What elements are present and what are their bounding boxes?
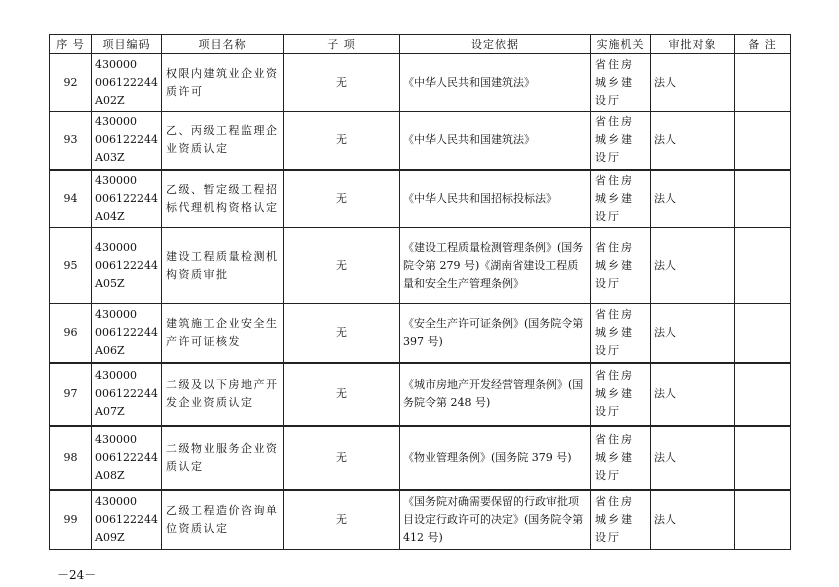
row-item-code: 430000 006122244 A05Z	[92, 228, 162, 304]
row-remarks	[735, 112, 791, 170]
table-row	[50, 228, 791, 304]
row-item-code: 430000 006122244 A07Z	[92, 363, 162, 426]
row-item-name: 乙、丙级工程监理企业资质认定	[162, 112, 284, 170]
row-remarks	[735, 363, 791, 426]
row-item-name: 乙级、暂定级工程招标代理机构资格认定	[162, 170, 284, 228]
row-sub-item: 无	[284, 490, 400, 550]
row-item-name: 二级及以下房地产开发企业资质认定	[162, 363, 284, 426]
header-sub-item: 子 项	[284, 35, 400, 54]
row-serial-number: 96	[50, 304, 92, 363]
row-remarks	[735, 426, 791, 490]
row-item-code: 430000 006122244 A03Z	[92, 112, 162, 170]
header-remarks: 备 注	[735, 35, 791, 54]
row-sub-item: 无	[284, 54, 400, 112]
row-implementing-agency: 省住房城乡建设厅	[591, 426, 651, 490]
row-item-name: 权限内建筑业企业资质许可	[162, 54, 284, 112]
row-implementing-agency: 省住房城乡建设厅	[591, 228, 651, 304]
row-item-code: 430000 006122244 A09Z	[92, 490, 162, 550]
row-sub-item: 无	[284, 228, 400, 304]
row-remarks	[735, 490, 791, 550]
row-legal-basis: 《中华人民共和国建筑法》	[400, 54, 591, 112]
row-sub-item: 无	[284, 363, 400, 426]
row-implementing-agency: 省住房城乡建设厅	[591, 112, 651, 170]
row-item-name: 建设工程质量检测机构资质审批	[162, 228, 284, 304]
row-remarks	[735, 304, 791, 363]
header-item-name: 项目名称	[162, 35, 284, 54]
row-approval-target: 法人	[651, 363, 735, 426]
row-item-code: 430000 006122244 A06Z	[92, 304, 162, 363]
table-row	[50, 54, 791, 112]
table-row	[50, 426, 791, 490]
row-serial-number: 98	[50, 426, 92, 490]
row-serial-number: 93	[50, 112, 92, 170]
row-legal-basis: 《安全生产许可证条例》(国务院令第 397 号)	[400, 304, 591, 363]
row-legal-basis: 《中华人民共和国招标投标法》	[400, 170, 591, 228]
table-header-row	[50, 35, 791, 54]
row-item-code: 430000 006122244 A02Z	[92, 54, 162, 112]
table-row	[50, 170, 791, 228]
row-legal-basis: 《中华人民共和国建筑法》	[400, 112, 591, 170]
row-remarks	[735, 54, 791, 112]
row-implementing-agency: 省住房城乡建设厅	[591, 363, 651, 426]
row-sub-item: 无	[284, 426, 400, 490]
row-implementing-agency: 省住房城乡建设厅	[591, 170, 651, 228]
header-legal-basis: 设定依据	[400, 35, 591, 54]
row-approval-target: 法人	[651, 54, 735, 112]
row-item-name: 乙级工程造价咨询单位资质认定	[162, 490, 284, 550]
row-legal-basis: 《建设工程质量检测管理条例》(国务院令第 279 号)《湖南省建设工程质量和安全生产管理条例》	[400, 228, 591, 304]
row-approval-target: 法人	[651, 304, 735, 363]
header-approval-target: 审批对象	[651, 35, 735, 54]
row-serial-number: 97	[50, 363, 92, 426]
row-item-code: 430000 006122244 A08Z	[92, 426, 162, 490]
table-row	[50, 112, 791, 170]
row-item-name: 二级物业服务企业资质认定	[162, 426, 284, 490]
row-item-code: 430000 006122244 A04Z	[92, 170, 162, 228]
row-approval-target: 法人	[651, 228, 735, 304]
row-sub-item: 无	[284, 112, 400, 170]
row-approval-target: 法人	[651, 490, 735, 550]
row-sub-item: 无	[284, 170, 400, 228]
row-serial-number: 92	[50, 54, 92, 112]
header-item-code: 项目编码	[92, 35, 162, 54]
row-implementing-agency: 省住房城乡建设厅	[591, 304, 651, 363]
table-row	[50, 363, 791, 426]
row-serial-number: 99	[50, 490, 92, 550]
row-serial-number: 95	[50, 228, 92, 304]
row-remarks	[735, 170, 791, 228]
table-row	[50, 304, 791, 363]
page-number: －24－	[57, 568, 97, 582]
row-sub-item: 无	[284, 304, 400, 363]
row-serial-number: 94	[50, 170, 92, 228]
row-implementing-agency: 省住房城乡建设厅	[591, 490, 651, 550]
row-legal-basis: 《城市房地产开发经营管理条例》(国务院令第 248 号)	[400, 363, 591, 426]
row-implementing-agency: 省住房城乡建设厅	[591, 54, 651, 112]
row-legal-basis: 《国务院对确需要保留的行政审批项目设定行政许可的决定》(国务院令第 412 号)	[400, 490, 591, 550]
table-row	[50, 490, 791, 550]
header-serial-number: 序 号	[50, 35, 92, 54]
row-approval-target: 法人	[651, 426, 735, 490]
row-item-name: 建筑施工企业安全生产许可证核发	[162, 304, 284, 363]
header-implementing-agency: 实施机关	[591, 35, 651, 54]
row-approval-target: 法人	[651, 112, 735, 170]
row-remarks	[735, 228, 791, 304]
approval-items-table	[49, 34, 791, 550]
row-legal-basis: 《物业管理条例》(国务院 379 号)	[400, 426, 591, 490]
row-approval-target: 法人	[651, 170, 735, 228]
